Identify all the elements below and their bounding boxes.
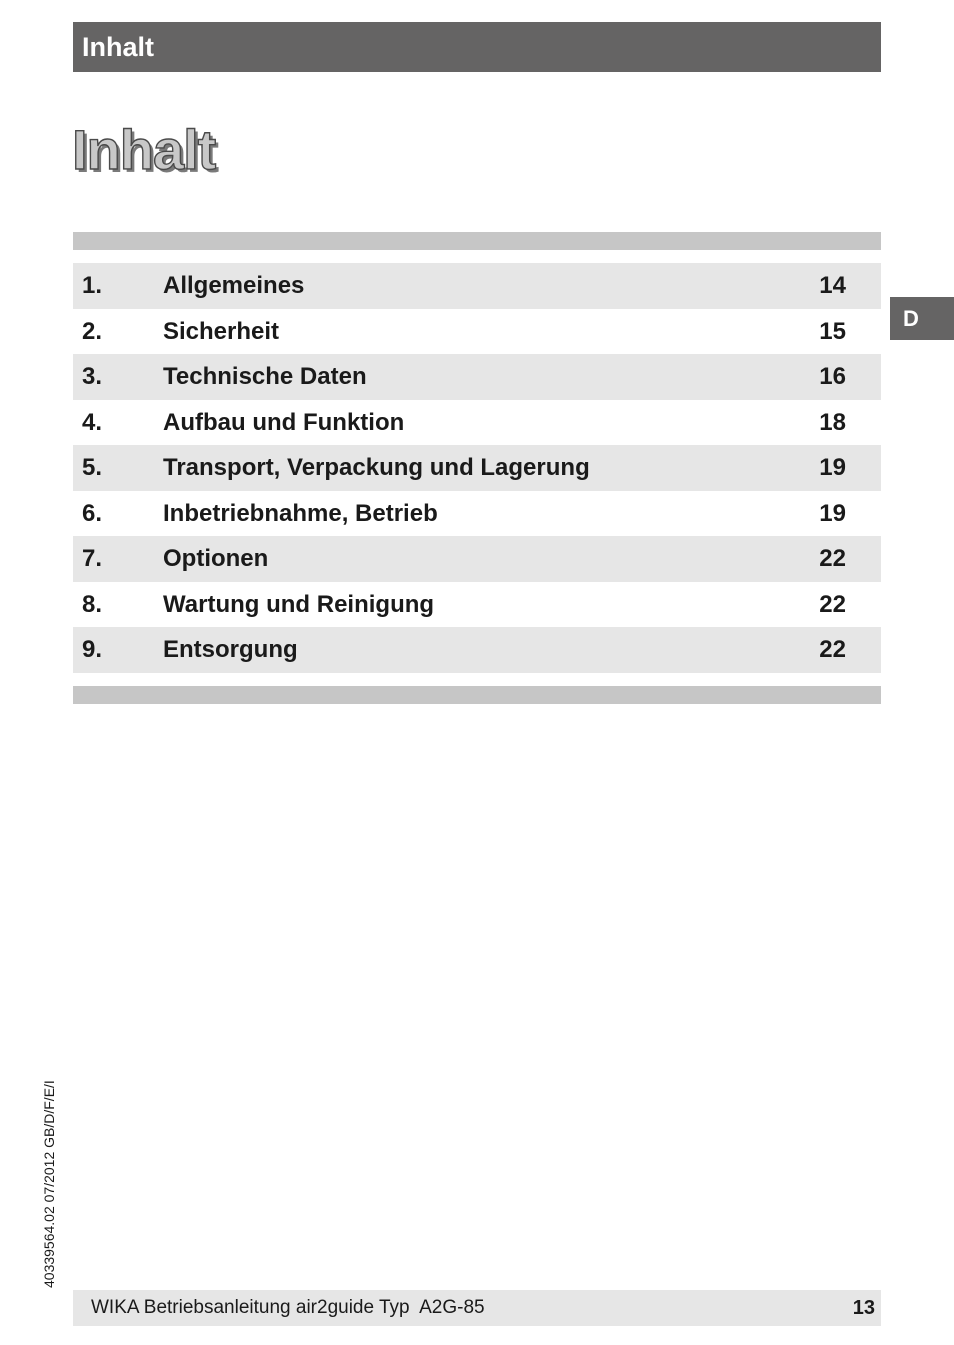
toc-title: Wartung und Reinigung <box>163 590 435 618</box>
toc-title: Aufbau und Funktion <box>163 408 405 436</box>
toc-page: 19 <box>819 454 846 481</box>
toc-row[interactable] <box>73 400 881 446</box>
toc-row[interactable] <box>73 263 881 309</box>
toc-row[interactable] <box>73 354 881 400</box>
toc-number: 3. <box>82 363 103 390</box>
toc-bottom-rule <box>73 686 881 704</box>
toc-top-rule <box>73 232 881 250</box>
toc-title: Transport, Verpackung und Lagerung <box>163 454 590 481</box>
language-tab <box>890 297 954 340</box>
toc-page: 22 <box>819 590 846 618</box>
language-tab-label: D <box>903 306 919 331</box>
toc-number: 9. <box>82 636 103 663</box>
document-code: 40339564.02 07/2012 GB/D/F/E/I <box>41 1080 57 1288</box>
toc-title: Optionen <box>163 545 269 572</box>
toc-title: Entsorgung <box>163 636 298 663</box>
toc-row[interactable] <box>73 309 881 355</box>
toc-title: Sicherheit <box>163 317 280 345</box>
toc-page: 22 <box>819 636 846 663</box>
toc-title: Technische Daten <box>163 363 367 390</box>
footer-bar <box>73 1290 881 1326</box>
toc-page: 18 <box>819 408 846 436</box>
toc-row[interactable] <box>73 491 881 537</box>
toc-number: 1. <box>82 272 103 299</box>
toc-page: 16 <box>819 363 846 390</box>
footer-page-number: 13 <box>852 1297 875 1319</box>
toc-number: 7. <box>82 545 103 572</box>
toc-page: 22 <box>819 545 846 572</box>
toc-row[interactable] <box>73 627 881 673</box>
toc-page: 19 <box>819 499 846 527</box>
section-header-bar <box>73 22 881 72</box>
toc-title: Inbetriebnahme, Betrieb <box>163 499 438 527</box>
toc-number: 4. <box>82 408 103 436</box>
toc-row[interactable] <box>73 582 881 628</box>
page-title: Inhalt <box>72 118 216 181</box>
table-of-contents <box>73 263 881 673</box>
toc-number: 5. <box>82 454 103 481</box>
toc-number: 8. <box>82 590 103 618</box>
toc-title: Allgemeines <box>163 272 305 299</box>
toc-number: 2. <box>82 317 103 345</box>
toc-row[interactable] <box>73 536 881 582</box>
toc-row[interactable] <box>73 445 881 491</box>
footer-text: WIKA Betriebsanleitung air2guide Typ A2G-85 <box>91 1297 485 1318</box>
toc-page: 15 <box>819 317 846 345</box>
toc-page: 14 <box>819 272 846 299</box>
section-header-title: Inhalt <box>82 32 154 62</box>
toc-number: 6. <box>82 499 103 527</box>
